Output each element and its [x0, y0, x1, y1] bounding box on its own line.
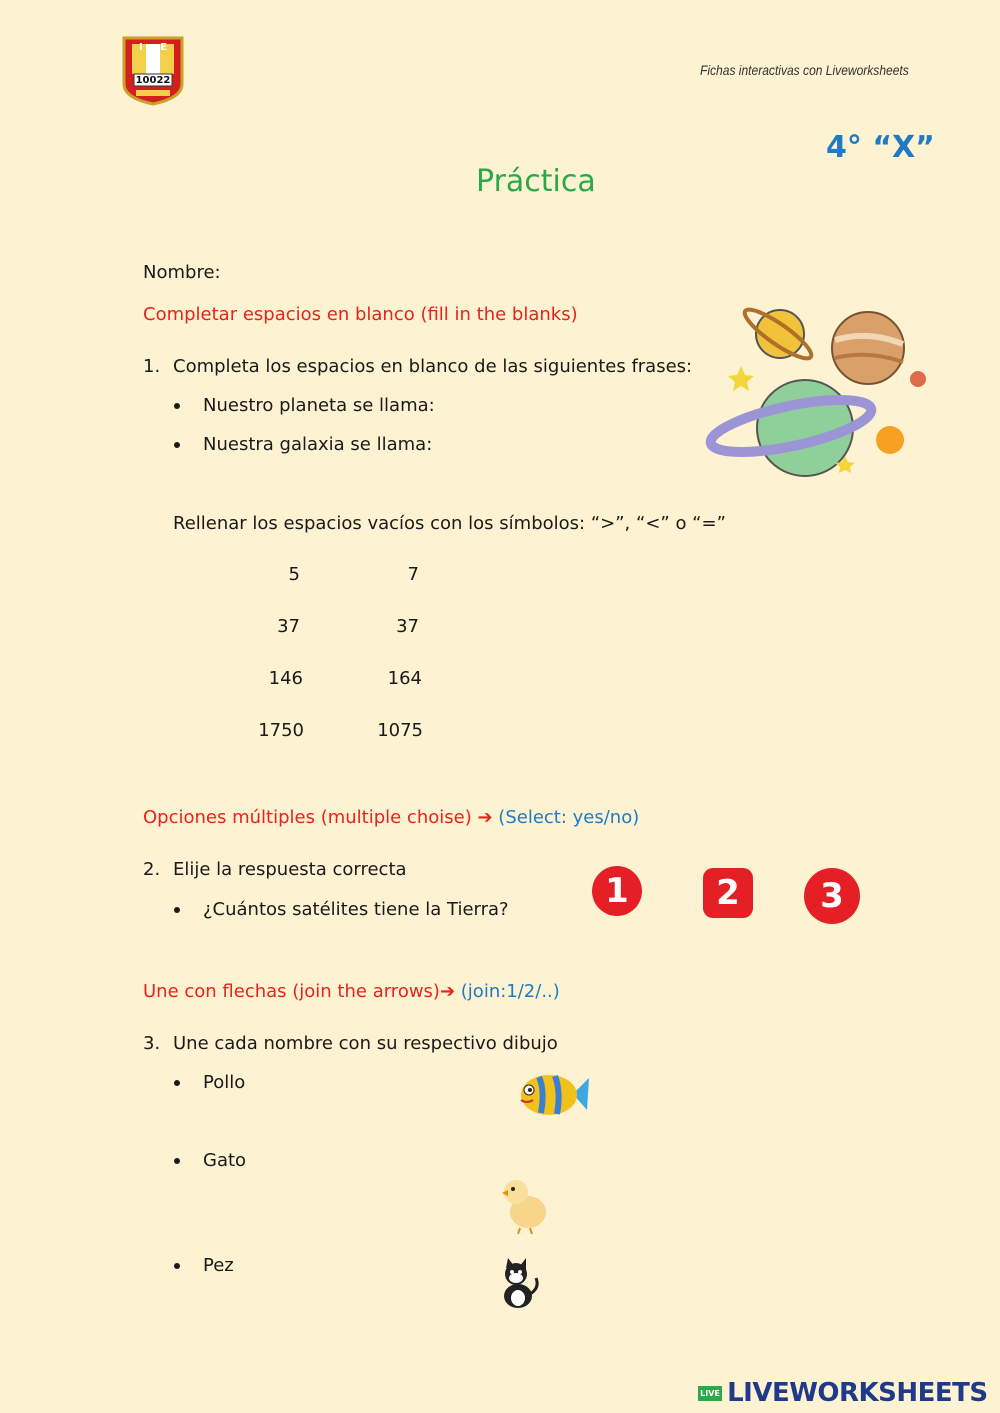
match-item-gato[interactable]: Gato — [203, 1150, 247, 1171]
brand-badge: LIVE — [698, 1386, 722, 1401]
option-3-button[interactable]: 3 — [804, 868, 860, 924]
compare-left-2: 37 — [277, 616, 300, 637]
section1-heading: Completar espacios en blanco (fill in the blanks) — [143, 304, 578, 325]
arrow-icon: ➔ — [439, 981, 456, 1002]
compare-left-1: 5 — [288, 564, 300, 585]
name-label: Nombre: — [143, 262, 221, 283]
option-2-button[interactable]: 2 — [703, 868, 753, 918]
question3-number: 3. — [143, 1033, 161, 1054]
section2-heading-line — [143, 807, 639, 828]
logo-number: 10022 — [135, 75, 171, 86]
question2-text: Elije la respuesta correcta — [173, 859, 407, 880]
bullet-icon — [174, 1263, 180, 1269]
school-logo — [122, 36, 184, 106]
section3-heading: Une con flechas (join the arrows) — [143, 981, 440, 1002]
planet-prompt: Nuestro planeta se llama: — [203, 395, 435, 416]
option-1-button[interactable]: 1 — [592, 866, 642, 916]
chick-icon[interactable] — [498, 1174, 550, 1234]
bullet-icon — [174, 1158, 180, 1164]
question3-text: Une cada nombre con su respectivo dibujo — [173, 1033, 558, 1054]
compare-instruction: Rellenar los espacios vacíos con los símbolos: “>”, “<” o “=” — [173, 513, 726, 534]
cat-icon[interactable] — [494, 1258, 542, 1310]
liveworksheets-logo — [698, 1378, 988, 1408]
bullet-icon — [174, 403, 180, 409]
logo-letters: I E — [138, 42, 168, 53]
planets-illustration — [705, 300, 935, 480]
compare-right-4: 1075 — [377, 720, 423, 741]
question1-text: Completa los espacios en blanco de las siguientes frases: — [173, 356, 693, 377]
satellites-question: ¿Cuántos satélites tiene la Tierra? — [203, 899, 509, 920]
compare-left-3: 146 — [268, 668, 303, 689]
question1-number: 1. — [143, 356, 161, 377]
galaxy-prompt: Nuestra galaxia se llama: — [203, 434, 433, 455]
credit-text: Fichas interactivas con Liveworksheets — [700, 62, 909, 78]
bullet-icon — [174, 1080, 180, 1086]
section2-heading: Opciones múltiples (multiple choise) — [143, 807, 472, 828]
brand-name: LIVEWORKSHEETS — [727, 1378, 988, 1408]
page-title: Práctica — [476, 164, 596, 199]
match-item-pez[interactable]: Pez — [203, 1255, 234, 1276]
question2-number: 2. — [143, 859, 161, 880]
grade-label: 4° “X” — [826, 130, 935, 165]
compare-right-2: 37 — [396, 616, 419, 637]
compare-right-3: 164 — [387, 668, 422, 689]
section3-heading-line — [143, 981, 560, 1002]
compare-right-1: 7 — [407, 564, 419, 585]
section3-hint: (join:1/2/..) — [460, 981, 560, 1002]
section2-hint: (Select: yes/no) — [498, 807, 640, 828]
arrow-icon: ➔ — [477, 807, 493, 828]
match-item-pollo[interactable]: Pollo — [203, 1072, 246, 1093]
bullet-icon — [174, 442, 180, 448]
bullet-icon — [174, 907, 180, 913]
fish-icon[interactable] — [515, 1068, 591, 1120]
compare-left-4: 1750 — [258, 720, 304, 741]
